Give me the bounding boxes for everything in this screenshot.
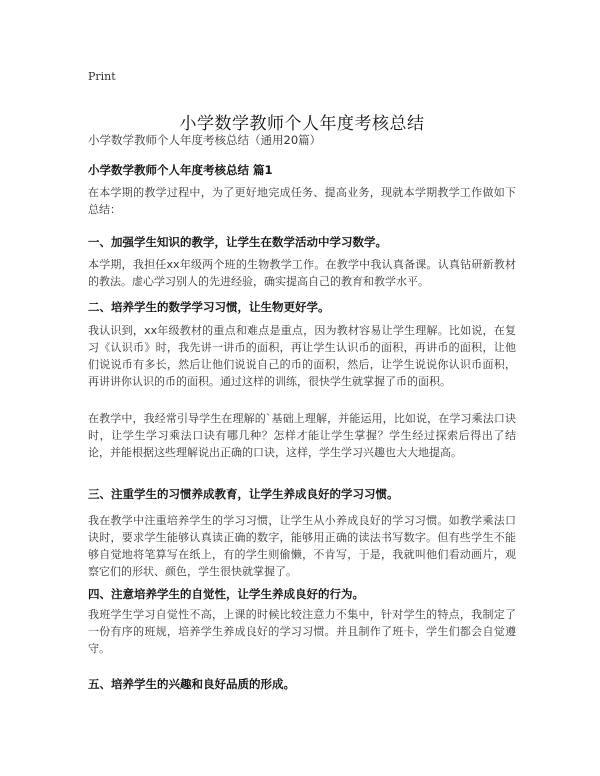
section-1-paragraph-1: 本学期，我担任xx年级两个班的生物教学工作。在教学中我认真备课。认真钻研新教材的教法。虚心学习别人的先进经验，确实提高自己的教育和教学水平。 [88,258,516,288]
section-3-paragraph-1: 我在教学中注重培养学生的学习习惯，让学生从小养成良好的学习习惯。如教学乘法口诀时，要求学生能够认真读正确的数字，能够用正确的读法书写数字。但有些学生不能够自觉地将笔算写在纸上，有的学生则偷懒，不肯写，于是，我就叫他们看动画片，观察它们的形状、颜色，学生很快就掌握了。 [88,514,516,578]
section-2-paragraph-2: 在教学中，我经常引导学生在理解的`基础上理解，并能运用，比如说，在学习乘法口诀时，让学生学习乘法口诀有哪几种？怎样才能让学生掌握？学生经过探索后得出了结论，并能根据这些理解说出正确的口诀，这样，学生学习兴趣也大大地提高。 [88,412,516,459]
section-2-paragraph-1: 我认识到，xx年级教材的重点和难点是重点，因为教材容易让学生理解。比如说，在复习《认识币》时，我先讲一讲币的面积，再让学生认识币的面积，再讲币的面积，让他们说说币有多长，然后让他们说说自己的币的面积，然后，让学生说说你认识币面积，再讲讲你认识的币的面积。通过这样的训练，很快学生就掌握了币的面积。 [88,324,516,388]
section-4-paragraph-1: 我班学生学习自觉性不高，上课的时候比较注意力不集中，针对学生的特点，我制定了一份有序的班规，培养学生养成良好的学习习惯。并且制作了班卡，学生们都会自觉遵守。 [88,608,516,655]
section-heading-3: 三、注重学生的习惯养成教育，让学生养成良好的学习习惯。 [88,487,399,501]
section-heading-2: 二、培养学生的数学学习习惯，让生物更好学。 [88,300,330,314]
intro-paragraph: 在本学期的教学过程中，为了更好地完成任务、提高业务，现就本学期教学工作做如下总结： [88,186,516,216]
page-title: 小学数学教师个人年度考核总结 [179,114,425,135]
section-heading-5: 五、培养学生的兴趣和良好品质的形成。 [88,677,295,691]
print-label[interactable]: Print [88,70,116,83]
section-heading-1: 一、加强学生知识的教学，让学生在数学活动中学习数学。 [88,235,387,249]
subtitle: 小学数学教师个人年度考核总结（通用20篇） [88,133,322,147]
section-heading-4: 四、注意培养学生的自觉性，让学生养成良好的行为。 [88,587,364,601]
article-heading: 小学数学教师个人年度考核总结 篇1 [88,163,273,177]
